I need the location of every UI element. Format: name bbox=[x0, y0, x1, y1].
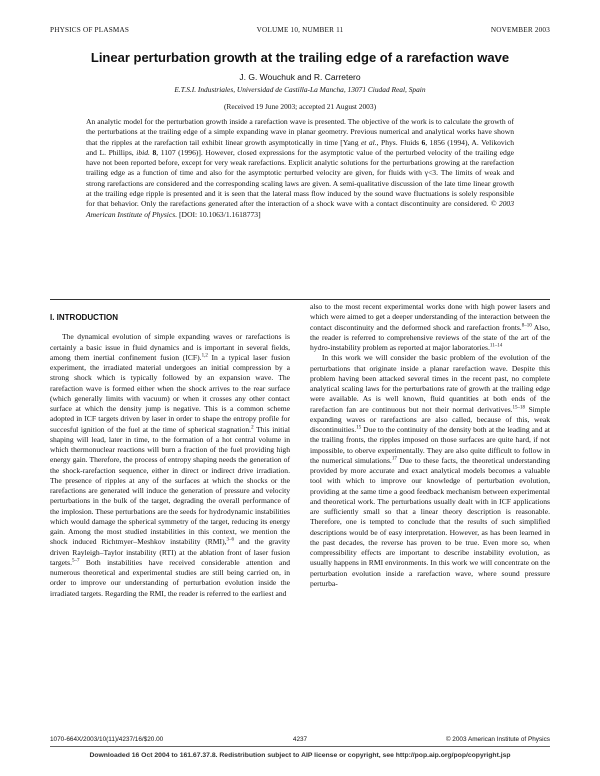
citation: 3–6 bbox=[226, 537, 235, 543]
citation: 11–14 bbox=[489, 343, 503, 349]
paragraph: The dynamical evolution of simple expanding waves or rarefactions is certainly a basic issue in fluid dynamics and is important in several fields, among them inertial confinement fusion (ICF).$^{1,2}$ In a typical laser fusion experiment, the irradiated material undergoes an initial compression by a strong shock which is typically followed by an expansion wave. The rarefaction wave is formed either when the shock arrives to the rear surface (which generally limits with vacuum) or when it crosses any other contact surface at which the density jump is negative. This is a common scheme adopted in ICF targets driven by laser in order to shape the entropy profile for succesful ignition of the fuel at the time of spherical stagnation.$^2$ This initial shaping will lead, later in time, to the formation of a hot central volume in which thermonuclear reactions will burn a fraction of the fuel providing high energy gain. Therefore, the process of entropy shaping needs the generation of the shock-rarefaction sequence, either in direct or indirect drive irradiation. The presence of ripples at any of the surfaces at which the shocks or the rarefactions are generated will induce the generation of pressure and velocity perturbations in the bulk of the target, degrading the overall performance of the implosion. These perturbations are the seeds for hydrodynamic instabilities which would damage the spherical symmetry of the target, reducing its energy gain. Among the most studied instabilities in this context, we mention the shock induced Richtmyer–Meshkov instability (RMI),$^{3-6}$ and the gravity driven Rayleigh–Taylor instability (RTI) at the ablation front of laser fusion targets.$^{5-7}$ Both instabilities have received considerable attention and numerous theoretical and experimental studies are still being carried on, in order to improve our understanding of perturbation evolution inside the irradiated targets. Regarding the RMI, the reader is referred to the earliest and bbox=[50, 332, 291, 598]
paragraph: In this work we will consider the basic problem of the evolution of the perturbations that originate inside a planar rarefaction wave. Despite this problem having been attacked several times in the recent past, no complete analytical scaling laws for the perturbations rate of growth at the trailing edge were available. As is well known, fluid quantities at both ends of the rarefaction fan are continuous but not their normal derivatives.$^{15-18}$ Simple expanding waves or rarefactions are also called, because of this, weak discontinuities.$^{15}$ Due to the continuity of the density both at the leading and at the trailing fronts, the ripples imposed on those surfaces are quite hard, if not impossible, to oberve experimentally. They are also quite difficult to follow in the numerical simulations.$^{17}$ Due to these facts, the theoretical understanding provided by more accurate and exact analytical models becomes a valuable tool with which to improve our knowledge of perturbation evolution, providing at the same time a good feedback mechanism between experimental and theoretical work. The perturbations usually dealt with in ICF applications are sufficiently small so that a linear theory description is reasonable. Therefore, one is tempted to conclude that the results of such simplified descriptions would be of easy interpretation. However, as has been learned in the past decades, the reverse has proven to be true. Even more so, when compressibility effects are important to describe instability evolution, as usually happens in RMI environments. In this work we will concentrate on the perturbation evolution inside a rarefaction wave, where sound pressure perturba- bbox=[310, 353, 550, 588]
footer-divider bbox=[50, 746, 550, 747]
paragraph: also to the most recent experimental works done with high power lasers and which were aimed to get a deeper understanding of the interaction between the contact discontinuity and the deformed shock and rarefaction fronts.$^{8-10}$ Also, the reader is referred to comprehensive reviews of the state of the art of the hydro-instability problem as reported at major laboratories.$^{11-14}$ bbox=[310, 302, 550, 352]
left-column bbox=[50, 313, 290, 599]
citation: 8–10 bbox=[521, 322, 532, 328]
received-dates: (Received 19 June 2003; accepted 21 August 2003) bbox=[223, 102, 377, 111]
section-heading: I. INTRODUCTION bbox=[50, 313, 118, 322]
authors: J. G. Wouchuk and R. Carretero bbox=[239, 72, 361, 82]
citation: 15–18 bbox=[512, 404, 526, 410]
footer-copyright: © 2003 American Institute of Physics bbox=[445, 736, 550, 743]
right-column bbox=[310, 302, 550, 589]
journal-name: PHYSICS OF PLASMAS bbox=[50, 26, 130, 34]
page-footer bbox=[50, 736, 550, 745]
abstract: An analytic model for the perturbation growth inside a rarefaction wave is presented. The objective of the work is to calculate the growth of the perturbations at the trailing edge of a simple expanding wave in planar geometry. Previous numerical and analytical works have shown that the ripples at the rarefaction tail exhibit linear growth asymptotically in time [Yang et al., Phys. Fluids 6, 1856 (1994), A. Velikovich and L. Phillips, ibid. 8, 1107 (1996)]. However, closed expressions for the asymptotic value of the perturbed velocity of the trailing edge have not been reported before, except for very weak rarefactions. Explicit analytic solutions for the perturbations growing at the rarefaction trailing edge as a function of time and also for the asymptotic perturbed velocity are given, for fluids with γ<3. The limits of weak and strong rarefactions are considered and the corresponding scaling laws are given. A semi-qualitative discussion of the late time linear growth at the trailing edge ripple is presented and it is seen that the lateral mass flow induced by the sound wave fluctuations is solely responsible for that behavior. Only the rarefactions generated after the interaction of a shock wave with a contact discontinuity are considered. © 2003 American Institute of Physics. [DOI: 10.1063/1.1618773] bbox=[86, 117, 515, 219]
article-code: 1070-664X/2003/10(11)/4237/16/$20.00 bbox=[50, 736, 164, 743]
citation: 15 bbox=[356, 425, 362, 431]
issue-date: NOVEMBER 2003 bbox=[490, 26, 550, 34]
download-notice: Downloaded 16 Oct 2004 to 161.67.37.8. Redistribution subject to AIP license or copyright, see http://pop.aip.org/pop/copyright.jsp bbox=[89, 752, 511, 759]
citation: 2 bbox=[251, 424, 254, 430]
citation: 1,2 bbox=[201, 353, 208, 359]
citation: 17 bbox=[391, 456, 397, 462]
section-divider bbox=[50, 299, 550, 300]
citation: 5–7 bbox=[72, 558, 80, 564]
article-title: Linear perturbation growth at the trailing edge of a rarefaction wave bbox=[90, 50, 510, 65]
abstract-copyright: © 2003 American Institute of Physics. bbox=[86, 199, 515, 219]
running-head bbox=[50, 26, 550, 36]
affiliation: E.T.S.I. Industriales, Universidad de Castilla-La Mancha, 13071 Ciudad Real, Spain bbox=[174, 85, 426, 94]
volume-number: VOLUME 10, NUMBER 11 bbox=[256, 26, 344, 34]
doi: [DOI: 10.1063/1.1618773] bbox=[177, 209, 261, 219]
page-number: 4237 bbox=[292, 736, 308, 743]
